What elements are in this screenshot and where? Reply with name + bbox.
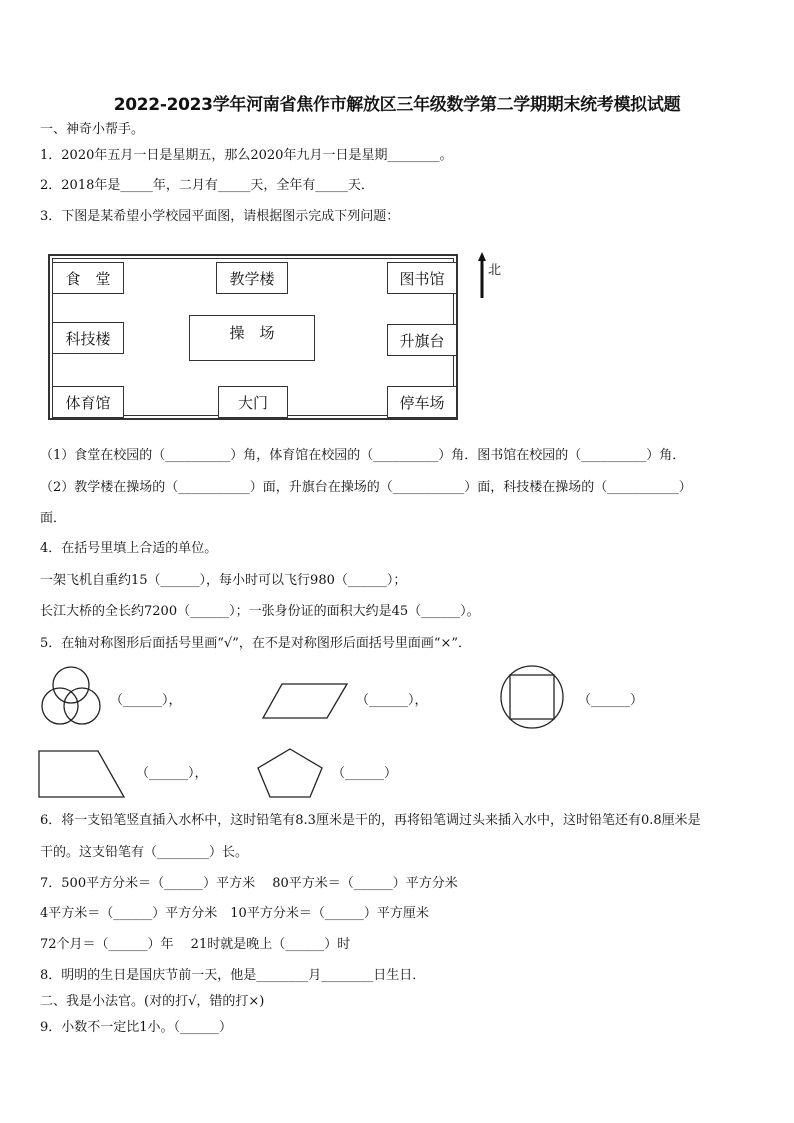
question-9: 9．小数不一定比1小。（______） (40, 1020, 233, 1035)
square-in-circle-figure (499, 664, 565, 730)
room-parking-lot: 停车场 (387, 386, 457, 418)
q5-blank-4[interactable]: （______）， (136, 766, 208, 781)
room-flag-platform: 升旗台 (387, 324, 457, 356)
section-1-heading: 一、神奇小帮手。 (40, 122, 145, 137)
room-science-building: 科技楼 (52, 322, 124, 354)
question-1: 1．2020年五月一日是星期五，那么2020年九月一日是星期________。 (40, 148, 453, 163)
q5-blank-5[interactable]: （______） (332, 766, 398, 781)
question-7-line-1: 7．500平方分米＝（______）平方米 80平方米＝（______）平方分米 (40, 876, 458, 891)
question-3-part-1: （1）食堂在校园的（__________）角，体育馆在校园的（__________）角．图书馆在校园的（__________）角． (40, 448, 686, 463)
room-gymnasium: 体育馆 (52, 386, 124, 418)
question-3-part-2: （2）教学楼在操场的（___________）面，升旗台在操场的（___________）面，科技楼在操场的（___________） (40, 480, 692, 495)
three-circles-figure (38, 664, 104, 730)
room-library: 图书馆 (387, 262, 457, 294)
north-label: 北 (488, 263, 502, 278)
parallelogram-figure (262, 683, 348, 719)
question-5: 5．在轴对称图形后面括号里画“√”，在不是对称图形后面括号里面画“×”． (40, 636, 472, 651)
question-3-part-2-cont: 面． (40, 511, 67, 526)
question-4: 4．在括号里填上合适的单位。 (40, 541, 218, 556)
page-title: 2022-2023学年河南省焦作市解放区三年级数学第二学期期末统考模拟试题 (113, 95, 681, 115)
question-4-line-2: 长江大桥的全长约7200（______）；一张身份证的面积大约是45（______）。 (40, 604, 480, 619)
question-4-line-1: 一架飞机自重约15（______），每小时可以飞行980（______）； (40, 573, 407, 588)
trapezoid-figure (38, 750, 126, 798)
question-6-cont: 干的。这支铅笔有（________）长。 (40, 845, 249, 860)
campus-map (48, 254, 458, 420)
q5-blank-1[interactable]: （______）， (110, 693, 182, 708)
question-3: 3．下图是某希望小学校园平面图，请根据图示完成下列问题： (40, 209, 400, 224)
q5-blank-2[interactable]: （______）， (356, 693, 428, 708)
room-canteen: 食 堂 (52, 262, 124, 294)
pentagon-figure (256, 748, 324, 798)
section-2-heading: 二、我是小法官。(对的打√，错的打×) (40, 994, 265, 1009)
question-2: 2．2018年是_____年，二月有_____天，全年有_____天． (40, 178, 374, 193)
question-7-line-3: 72个月＝（______）年 21时就是晚上（______）时 (40, 937, 351, 952)
room-teaching-building: 教学楼 (216, 262, 288, 294)
q5-blank-3[interactable]: （______） (578, 693, 644, 708)
north-arrow-icon (478, 252, 486, 298)
room-main-gate: 大门 (218, 386, 288, 418)
question-7-line-2: 4平方米＝（______）平方分米 10平方分米＝（______）平方厘米 (40, 906, 429, 921)
question-8: 8．明明的生日是国庆节前一天，他是________月________日生日． (40, 968, 426, 983)
room-playground: 操 场 (189, 315, 315, 361)
question-6: 6．将一支铅笔竖直插入水杯中，这时铅笔有8.3厘米是干的，再将铅笔调过头来插入水中，这时铅笔还有0.8厘米是 (40, 813, 701, 828)
